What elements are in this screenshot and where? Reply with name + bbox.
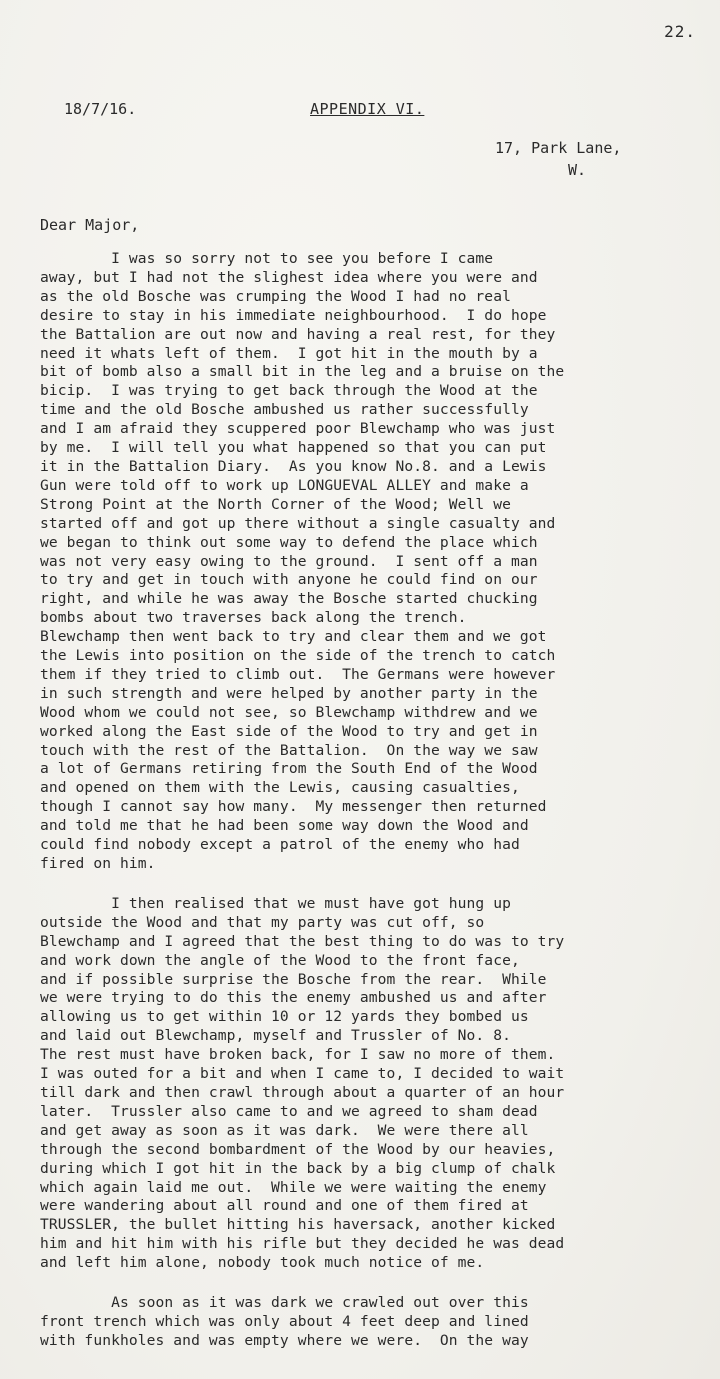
page-number: 22.	[664, 22, 696, 41]
text-line: and I am afraid they scuppered poor Blewchamp who was just	[40, 420, 556, 438]
text-line: Blewchamp and I agreed that the best thing to do was to try	[40, 932, 565, 950]
text-line: right, and while he was away the Bosche started chucking	[40, 590, 538, 608]
address-line: 17, Park Lane,	[495, 139, 622, 157]
text-line: with funkholes and was empty where we were. On the way	[40, 1331, 529, 1349]
text-line: and left him alone, nobody took much notice of me.	[40, 1254, 485, 1272]
text-line: allowing us to get within 10 or 12 yards they bombed us	[40, 1008, 529, 1026]
text-line: and get away as soon as it was dark. We were there all	[40, 1121, 529, 1139]
text-line: later. Trussler also came to and we agreed to sham dead	[40, 1102, 538, 1120]
text-line: worked along the East side of the Wood to try and get in	[40, 722, 538, 740]
text-line: bombs about two traverses back along the trench.	[40, 609, 467, 627]
text-line: in such strength and were helped by another party in the	[40, 684, 538, 702]
text-line: till dark and then crawl through about a quarter of an hour	[40, 1083, 565, 1101]
address-line: W.	[568, 161, 587, 179]
text-line: Blewchamp then went back to try and clear them and we got	[40, 628, 547, 646]
appendix-heading: APPENDIX VI.	[310, 100, 425, 118]
text-line: by me. I will tell you what happened so that you can put	[40, 439, 547, 457]
text-line: bicip. I was trying to get back through the Wood at the	[40, 382, 538, 400]
paragraph-gap	[40, 1273, 712, 1294]
text-line: through the second bombardment of the Wood by our heavies,	[40, 1140, 556, 1158]
text-line: we began to think out some way to defend the place which	[40, 533, 538, 551]
text-line: the Battalion are out now and having a real rest, for they	[40, 325, 556, 343]
text-line: and laid out Blewchamp, myself and Trussler of No. 8.	[40, 1027, 511, 1045]
letter-body	[40, 250, 712, 1351]
text-line: it in the Battalion Diary. As you know No.8. and a Lewis	[40, 457, 547, 475]
text-line: the Lewis into position on the side of the trench to catch	[40, 647, 556, 665]
text-line: touch with the rest of the Battalion. On the way we saw	[40, 741, 538, 759]
text-line: started off and got up there without a single casualty and	[40, 514, 556, 532]
text-line: front trench which was only about 4 feet deep and lined	[40, 1312, 529, 1330]
text-line: to try and get in touch with anyone he could find on our	[40, 571, 538, 589]
text-line: Gun were told off to work up LONGUEVAL ALLEY and make a	[40, 476, 529, 494]
text-line: as the old Bosche was crumping the Wood I had no real	[40, 287, 511, 305]
text-line: and told me that he had been some way down the Wood and	[40, 817, 529, 835]
text-line: desire to stay in his immediate neighbourhood. I do hope	[40, 306, 547, 324]
paragraph	[40, 895, 712, 1273]
text-line: away, but I had not the slighest idea where you were and	[40, 268, 538, 286]
text-line: I was outed for a bit and when I came to, I decided to wait	[40, 1065, 565, 1083]
text-line: time and the old Bosche ambushed us rather successfully	[40, 401, 529, 419]
text-line: him and hit him with his rifle but they decided he was dead	[40, 1235, 565, 1253]
paragraph	[40, 1294, 712, 1351]
text-line: I was so sorry not to see you before I came	[40, 250, 494, 267]
salutation: Dear Major,	[40, 216, 140, 234]
letter-date: 18/7/16.	[64, 100, 137, 118]
text-line: As soon as it was dark we crawled out over this	[40, 1294, 529, 1312]
text-line: outside the Wood and that my party was cut off, so	[40, 913, 485, 931]
sender-address	[495, 137, 621, 181]
text-line: though I cannot say how many. My messenger then returned	[40, 798, 547, 816]
text-line: I then realised that we must have got hung up	[40, 894, 511, 912]
text-line: and work down the angle of the Wood to the front face,	[40, 951, 520, 969]
text-line: which again laid me out. While we were waiting the enemy	[40, 1178, 547, 1196]
text-line: Strong Point at the North Corner of the Wood; Well we	[40, 495, 511, 513]
text-line: could find nobody except a patrol of the enemy who had	[40, 836, 520, 854]
text-line: fired on him.	[40, 855, 156, 872]
paragraph-gap	[40, 874, 712, 895]
text-line: during which I got hit in the back by a big clump of chalk	[40, 1159, 556, 1177]
text-line: need it whats left of them. I got hit in the mouth by a	[40, 344, 538, 362]
text-line: and opened on them with the Lewis, causing casualties,	[40, 779, 520, 797]
text-line: Wood whom we could not see, so Blewchamp withdrew and we	[40, 703, 538, 721]
text-line: were wandering about all round and one of them fired at	[40, 1197, 529, 1215]
text-line: we were trying to do this the enemy ambushed us and after	[40, 989, 547, 1007]
text-line: TRUSSLER, the bullet hitting his haversack, another kicked	[40, 1216, 556, 1234]
text-line: a lot of Germans retiring from the South End of the Wood	[40, 760, 538, 778]
text-line: bit of bomb also a small bit in the leg and a bruise on the	[40, 363, 565, 381]
text-line: them if they tried to climb out. The Germans were however	[40, 665, 556, 683]
text-line: was not very easy owing to the ground. I sent off a man	[40, 552, 538, 570]
text-line: The rest must have broken back, for I saw no more of them.	[40, 1046, 556, 1064]
paragraph	[40, 250, 712, 874]
text-line: and if possible surprise the Bosche from the rear. While	[40, 970, 547, 988]
